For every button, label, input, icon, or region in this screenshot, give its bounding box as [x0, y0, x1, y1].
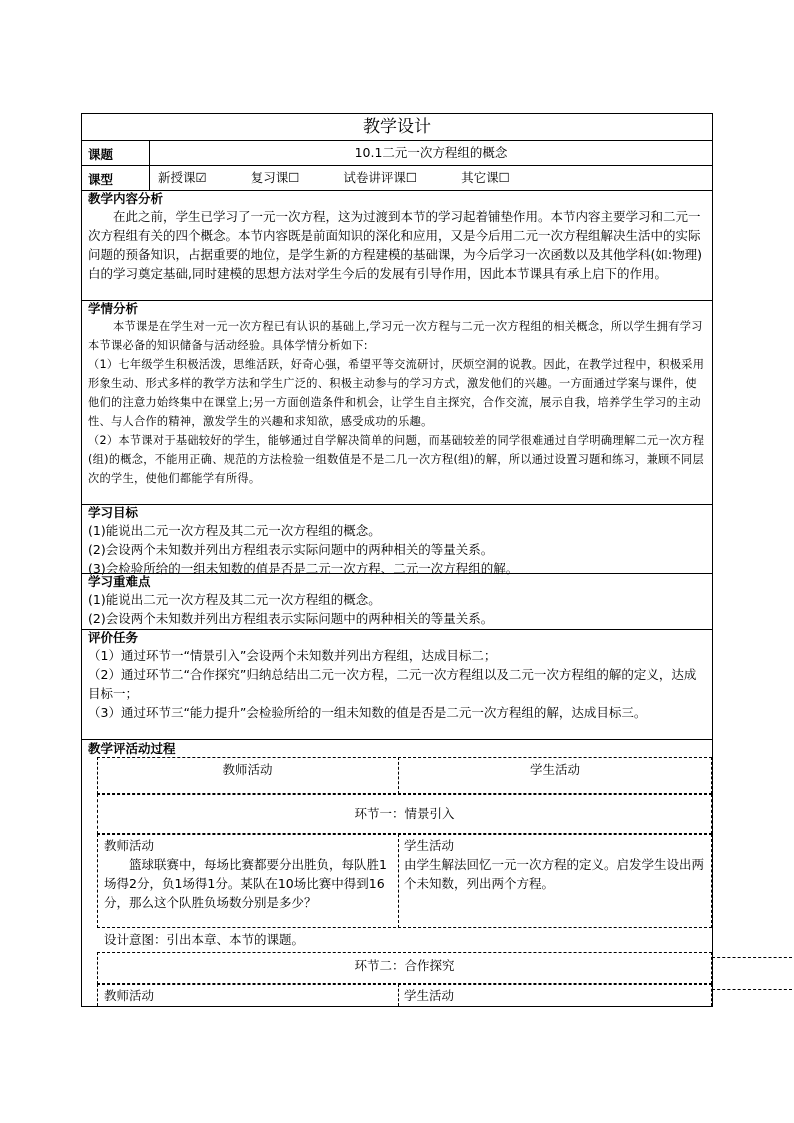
stage1-student-cell — [404, 836, 706, 893]
process-section — [82, 740, 712, 1006]
objectives-title: 学习目标 — [88, 505, 139, 520]
key-point-item: (1)能说出二元一次方程及其二元一次方程组的概念。 — [88, 592, 381, 607]
learner-analysis-point-1: （1）七年级学生积极活泼，思维活跃，好奇心强，希望平等交流研讨，厌烦空洞的说教。因此，在教学过程中，积极采用形象生动、形式多样的教学方法和学生广泛的、积极主动参与的学习方式，激发他们的兴趣。一方面通过学案与课件，使他们的注意力始终集中在课堂上;另一方面创造条件和机会，让学生自主探究，合作交流，展示自我，培养学生学习的主动性、与人合作的精神，激发学生的兴趣和求知欲，感受成功的乐趣。 — [88, 358, 705, 428]
stage1-title: 环节一：情景引入 — [354, 806, 455, 821]
lesson-plan-table — [81, 113, 713, 1007]
type-option-other[interactable]: 其它课☐ — [461, 170, 510, 185]
key-points-section — [82, 574, 712, 630]
objective-item: (1)能说出二元一次方程及其二元一次方程组的概念。 — [88, 523, 381, 538]
learner-analysis-intro: 本节课是在学生对一元一次方程已有认识的基础上,学习元一次方程与二元一次方程组的相关概念，所以学生拥有学习本节课必备的知识储备与活动经验。具体学情分析如下: — [88, 320, 703, 352]
design-intent: 设计意图：引出本章、本节的课题。 — [104, 932, 305, 947]
doc-title: 教学设计 — [82, 114, 712, 141]
content-analysis-section — [82, 191, 712, 301]
learner-analysis-section — [82, 301, 712, 505]
key-points-title: 学习重难点 — [88, 574, 151, 589]
assessment-section — [82, 630, 712, 740]
topic-row — [82, 141, 712, 166]
learner-analysis-point-2: （2）本节课对于基础较好的学生，能够通过自学解决简单的问题，而基础较差的同学很难通过自学明确理解二元一次方程(组)的概念，不能用正确、规范的方法检验一组数值是不是二几一次方程(组)的解，所以通过设置习题和练习，兼顾不同层次的学生，使他们都能学有所得。 — [88, 434, 705, 485]
stage2-title: 环节二：合作探究 — [354, 958, 455, 973]
objective-item: (3)会检验所给的一组未知数的值是否是二元一次方程、二元一次方程组的解。 — [88, 561, 519, 576]
assessment-item: （3）通过环节三“能力提升”会检验所给的一组未知数的值是否是二元一次方程组的解，达成目标三。 — [88, 705, 647, 720]
assessment-title: 评价任务 — [88, 630, 139, 645]
content-analysis-title: 教学内容分析 — [88, 191, 164, 206]
header-teacher: 教师活动 — [222, 762, 273, 777]
objectives-section — [82, 505, 712, 574]
stage1-student-text: 由学生解法回忆一元一次方程的定义。启发学生设出两个未知数，列出两个方程。 — [404, 857, 705, 891]
header-student: 学生活动 — [529, 762, 580, 777]
type-option-exam[interactable]: 试卷讲评课☐ — [343, 170, 418, 185]
objective-item: (2)会设两个未知数并列出方程组表示实际问题中的两种相关的等量关系。 — [88, 542, 494, 557]
topic-label: 课题 — [88, 147, 114, 162]
overflow-dash-line — [712, 957, 792, 958]
stage1-teacher-cell — [104, 836, 392, 912]
stage2-teacher-label: 教师活动 — [104, 988, 155, 1003]
assessment-item: （2）通过环节二“合作探究”归纳总结出二元一次方程，二元一次方程组以及二元一次方程组的解的定义，达成目标一； — [88, 667, 697, 701]
stage1-teacher-label: 教师活动 — [104, 838, 155, 853]
type-options — [158, 166, 550, 190]
type-row — [82, 166, 712, 191]
learner-analysis-title: 学情分析 — [88, 301, 139, 316]
key-point-item: (2)会设两个未知数并列出方程组表示实际问题中的两种相关的等量关系。 — [88, 611, 494, 626]
assessment-item: （1）通过环节一“情景引入”会设两个未知数并列出方程组，达成目标二； — [88, 648, 497, 663]
content-analysis-text: 在此之前，学生已学习了一元一次方程，这为过渡到本节的学习起着铺垫作用。本节内容主要学习和二元一次方程组有关的四个概念。本节内容既是前面知识的深化和应用，又是今后用二元一次方程组解决生活中的实际问题的预备知识，占据重要的地位，是学生新的方程建模的基础课，为今后学习一次函数以及其他学科(如:物理)白的学习奠定基础,同时建模的思想方法对学生今后的发展有引导作用，因此本节课具有承上启下的作用。 — [88, 209, 702, 281]
stage1-teacher-text: 篮球联赛中，每场比赛都要分出胜负，每队胜1场得2分，负1场得1分。某队在10场比赛中得到16分，那么这个队胜负场数分别是多少？ — [104, 857, 387, 910]
type-option-new[interactable]: 新授课☑ — [158, 170, 207, 185]
type-option-review[interactable]: 复习课☐ — [250, 170, 300, 185]
process-title: 教学评活动过程 — [88, 741, 176, 756]
topic-value: 10.1二元一次方程组的概念 — [354, 145, 508, 160]
type-label: 课型 — [88, 172, 114, 187]
stage1-student-label: 学生活动 — [404, 838, 455, 853]
stage2-student-label: 学生活动 — [404, 988, 455, 1003]
overflow-dash-line — [712, 989, 792, 990]
